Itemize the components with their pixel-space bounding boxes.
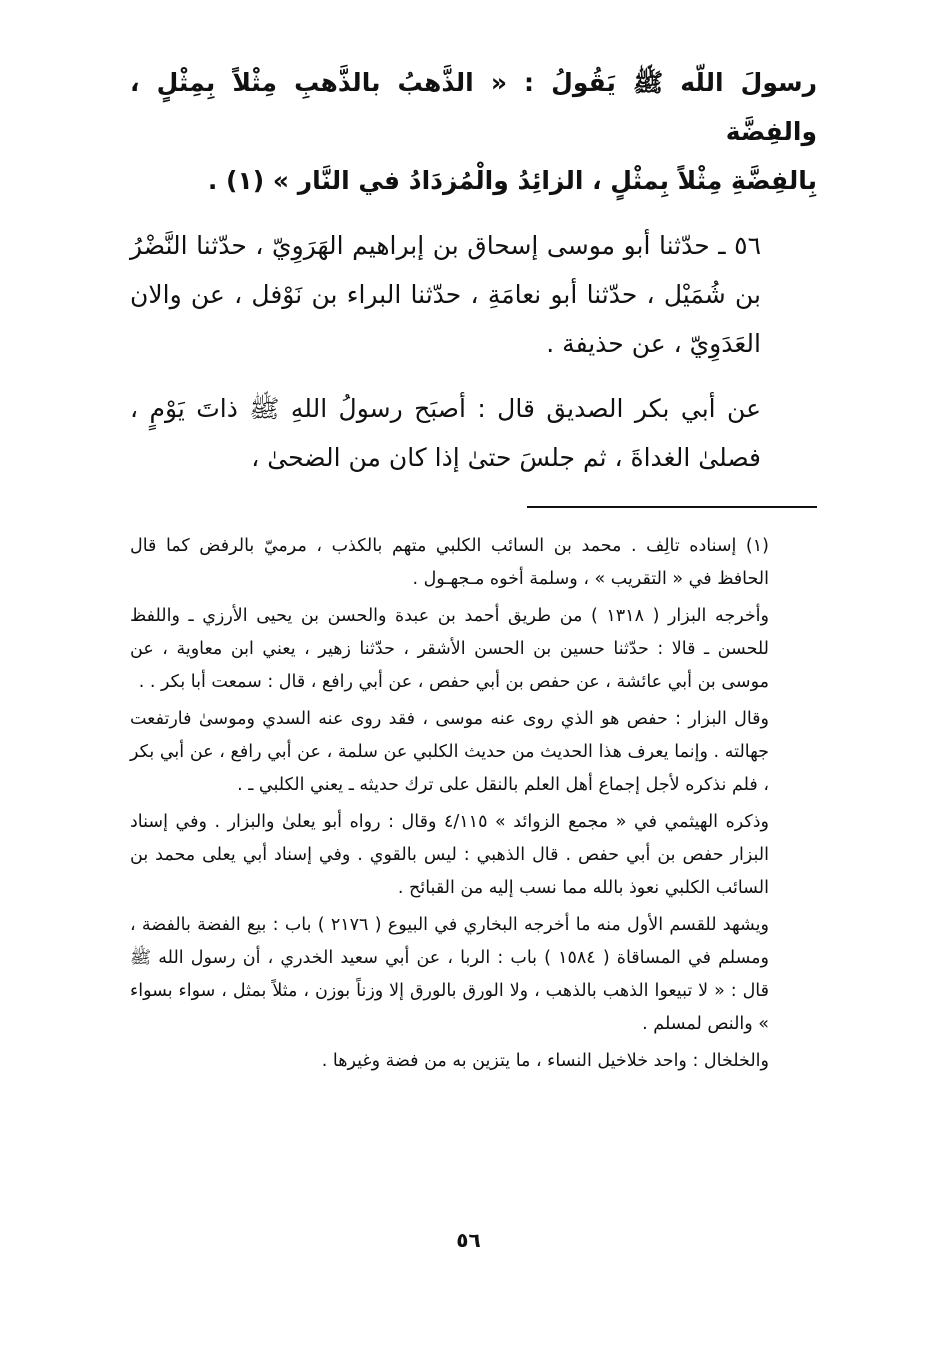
hadith-ending	[130, 58, 817, 205]
footnote-paragraph: وقال البزار : حفص هو الذي روى عنه موسى ، فقد روى عنه السدي وموسىٰ فارتفعت جهالته . وإنما يعرف هذا الحديث من حديث الكلبي عن سلمة ، عن أبي رافع ، عن أبي بكر ، فلم نذكره لأجل إجماع أهل العلم بالنقل على ترك حديثه ـ يعني الكلبي ـ .	[130, 709, 769, 795]
footnote-paragraph: وذكره الهيثمي في « مجمع الزوائد » ٤/١١٥ وقال : رواه أبو يعلىٰ والبزار . وفي إسناد البزار حفص بن أبي حفص . قال الذهبي : ليس بالقوي . وفي إسناد أبي يعلى محمد بن السائب الكلبي نعوذ بالله مما نسب إليه من القبائح .	[130, 812, 770, 898]
hadith-line-2: بِالفِضَّةِ مِثْلاً بِمثْلٍ ، الزائِدُ والْمُزدَادُ في النَّار » (١) .	[207, 166, 817, 195]
footnote-paragraph: والخلخال : واحد خلاخيل النساء ، ما يتزين به من فضة وغيرها .	[321, 1051, 769, 1071]
footnotes	[130, 530, 817, 1078]
page-number: ٥٦	[456, 1228, 481, 1252]
footnote-divider	[527, 506, 817, 508]
hadith-56-isnad: ٥٦ ـ حدّثنا أبو موسى إسحاق بن إبراهيم الهَرَوِيّ ، حدّثنا النَّضْرُ بن شُمَيْل ، حدّثنا أبو نعامَةِ ، حدّثنا البراء بن نَوْفل ، عن والان العَدَوِيّ ، عن حذيفة .	[130, 231, 761, 358]
footnote-paragraph: ويشهد للقسم الأول منه ما أخرجه البخاري في البيوع ( ٢١٧٦ ) باب : بيع الفضة بالفضة ، ومسلم في المساقاة ( ١٥٨٤ ) باب : الربا ، عن أبي سعيد الخدري ، أن رسول الله ﷺ قال : « لا تبيعوا الذهب بالذهب ، ولا الورق بالورق إلا وزناً بوزن ، مثلاً بمثل ، سواء بسواء » والنص لمسلم .	[130, 915, 770, 1034]
footnote-paragraph: وأخرجه البزار ( ١٣١٨ ) من طريق أحمد بن عبدة والحسن بن يحيى الأرزي ـ واللفظ للحسن ـ قالا : حدّثنا حسين بن الحسن الأشقر ، حدّثنا زهير ، يعني ابن معاوية ، عن موسى بن أبي عائشة ، عن حفص بن أبي حفص ، عن أبي رافع ، قال : سمعت أبا بكر . .	[130, 606, 769, 692]
hadith-56-matn: عن أبي بكر الصديق قال : أصبَح رسولُ اللهِ ﷺ ذاتَ يَوْمٍ ، فصلىٰ الغداةَ ، ثم جلسَ حتىٰ إذا كان من الضحىٰ ،	[130, 394, 761, 472]
main-text	[130, 58, 817, 482]
footnote-1: (١) إسناده تالِف . محمد بن السائب الكلبي متهم بالكذب ، مرميّ بالرفض كما قال الحافظ في « التقريب » ، وسلمة أخوه مـجهـول .	[130, 536, 769, 589]
hadith-line-1: رسولَ اللّه ﷺ يَقُولُ : « الذَّهبُ بالذَّهبِ مِثْلاً بِمِثْلٍ ، والفِضَّة	[130, 68, 817, 146]
